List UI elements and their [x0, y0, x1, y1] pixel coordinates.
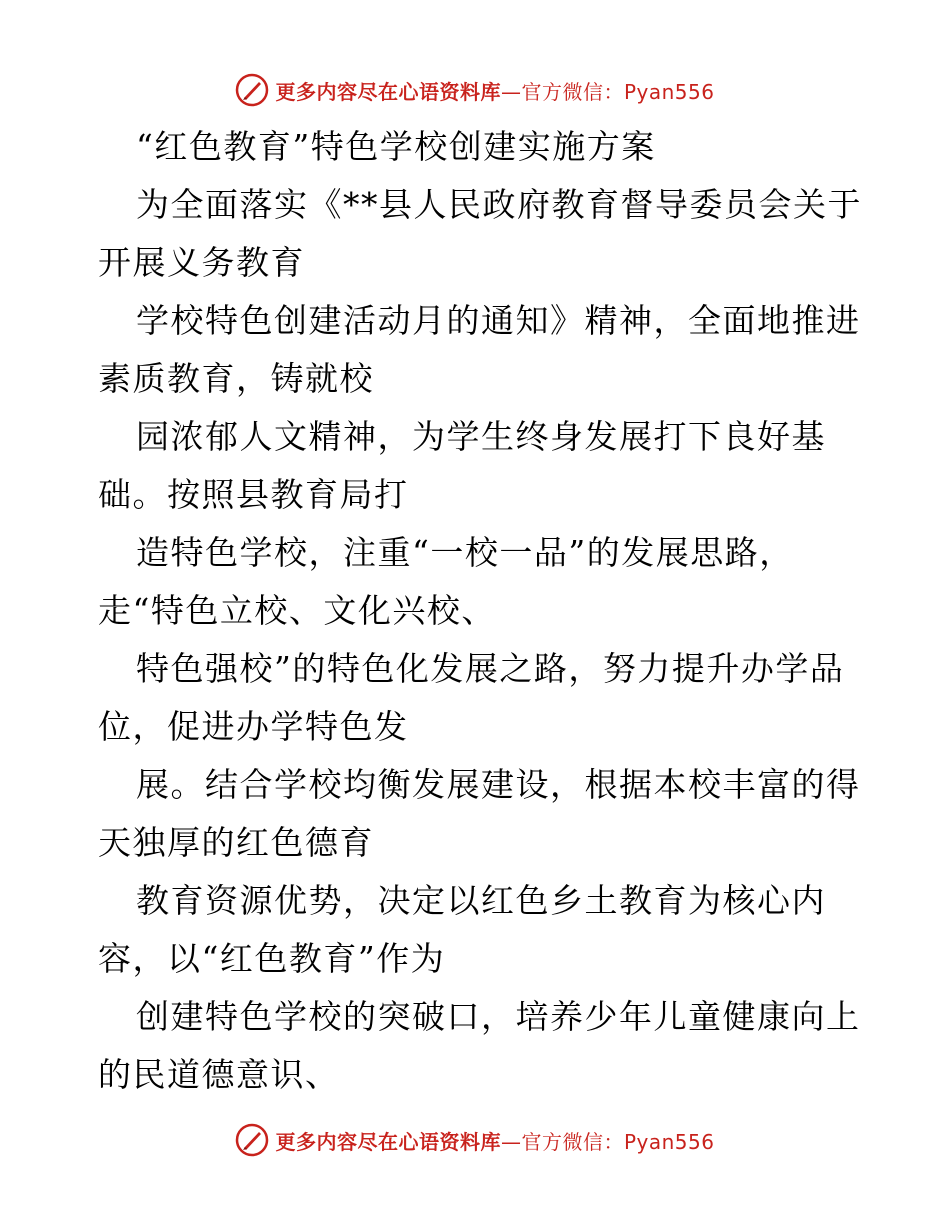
banner-text: [275, 76, 714, 105]
paragraph-line: 学校特色创建活动月的通知》精神，全面地推进: [136, 301, 861, 340]
paragraph-line: 容，以“红色教育”作为: [98, 939, 446, 978]
quill-pen-logo-icon: [235, 1123, 269, 1157]
paragraph-line: 天独厚的红色德育: [98, 823, 374, 862]
footer-watermark-banner: [0, 1120, 950, 1160]
paragraph-line: 走“特色立校、文化兴校、: [98, 591, 496, 630]
paragraph-line: 开展义务教育: [98, 243, 305, 282]
paragraph-line: 素质教育，铸就校: [98, 359, 374, 398]
paragraph-line: 展。结合学校均衡发展建设，根据本校丰富的得: [136, 765, 861, 804]
paragraph-line: 位，促进办学特色发: [98, 707, 409, 746]
paragraph-line: 创建特色学校的突破口，培养少年儿童健康向上: [136, 997, 861, 1036]
paragraph-line: 为全面落实《**县人民政府教育督导委员会关于: [136, 185, 862, 224]
paragraph-line: 的民道德意识、: [98, 1055, 340, 1094]
header-watermark-banner: [0, 70, 950, 110]
banner-text: [275, 1126, 714, 1155]
paragraph-line: 造特色学校，注重“一校一品”的发展思路，: [136, 533, 794, 572]
banner-site-text: 更多内容尽在心语资料库: [275, 79, 501, 104]
document-body: [98, 118, 862, 1104]
banner-site-text: 更多内容尽在心语资料库: [275, 1129, 501, 1154]
paragraph-line: 础。按照县教育局打: [98, 475, 409, 514]
banner-wechat-text: —官方微信：Pyan556: [500, 1129, 715, 1154]
banner-wechat-text: —官方微信：Pyan556: [500, 79, 715, 104]
paragraph-line: 园浓郁人文精神，为学生终身发展打下良好基: [136, 417, 826, 456]
paragraph-line: 教育资源优势，决定以红色乡土教育为核心内: [136, 881, 826, 920]
paragraph-line: 特色强校”的特色化发展之路，努力提升办学品: [136, 649, 845, 688]
quill-pen-logo-icon: [235, 73, 269, 107]
document-title: “红色教育”特色学校创建实施方案: [136, 127, 656, 166]
